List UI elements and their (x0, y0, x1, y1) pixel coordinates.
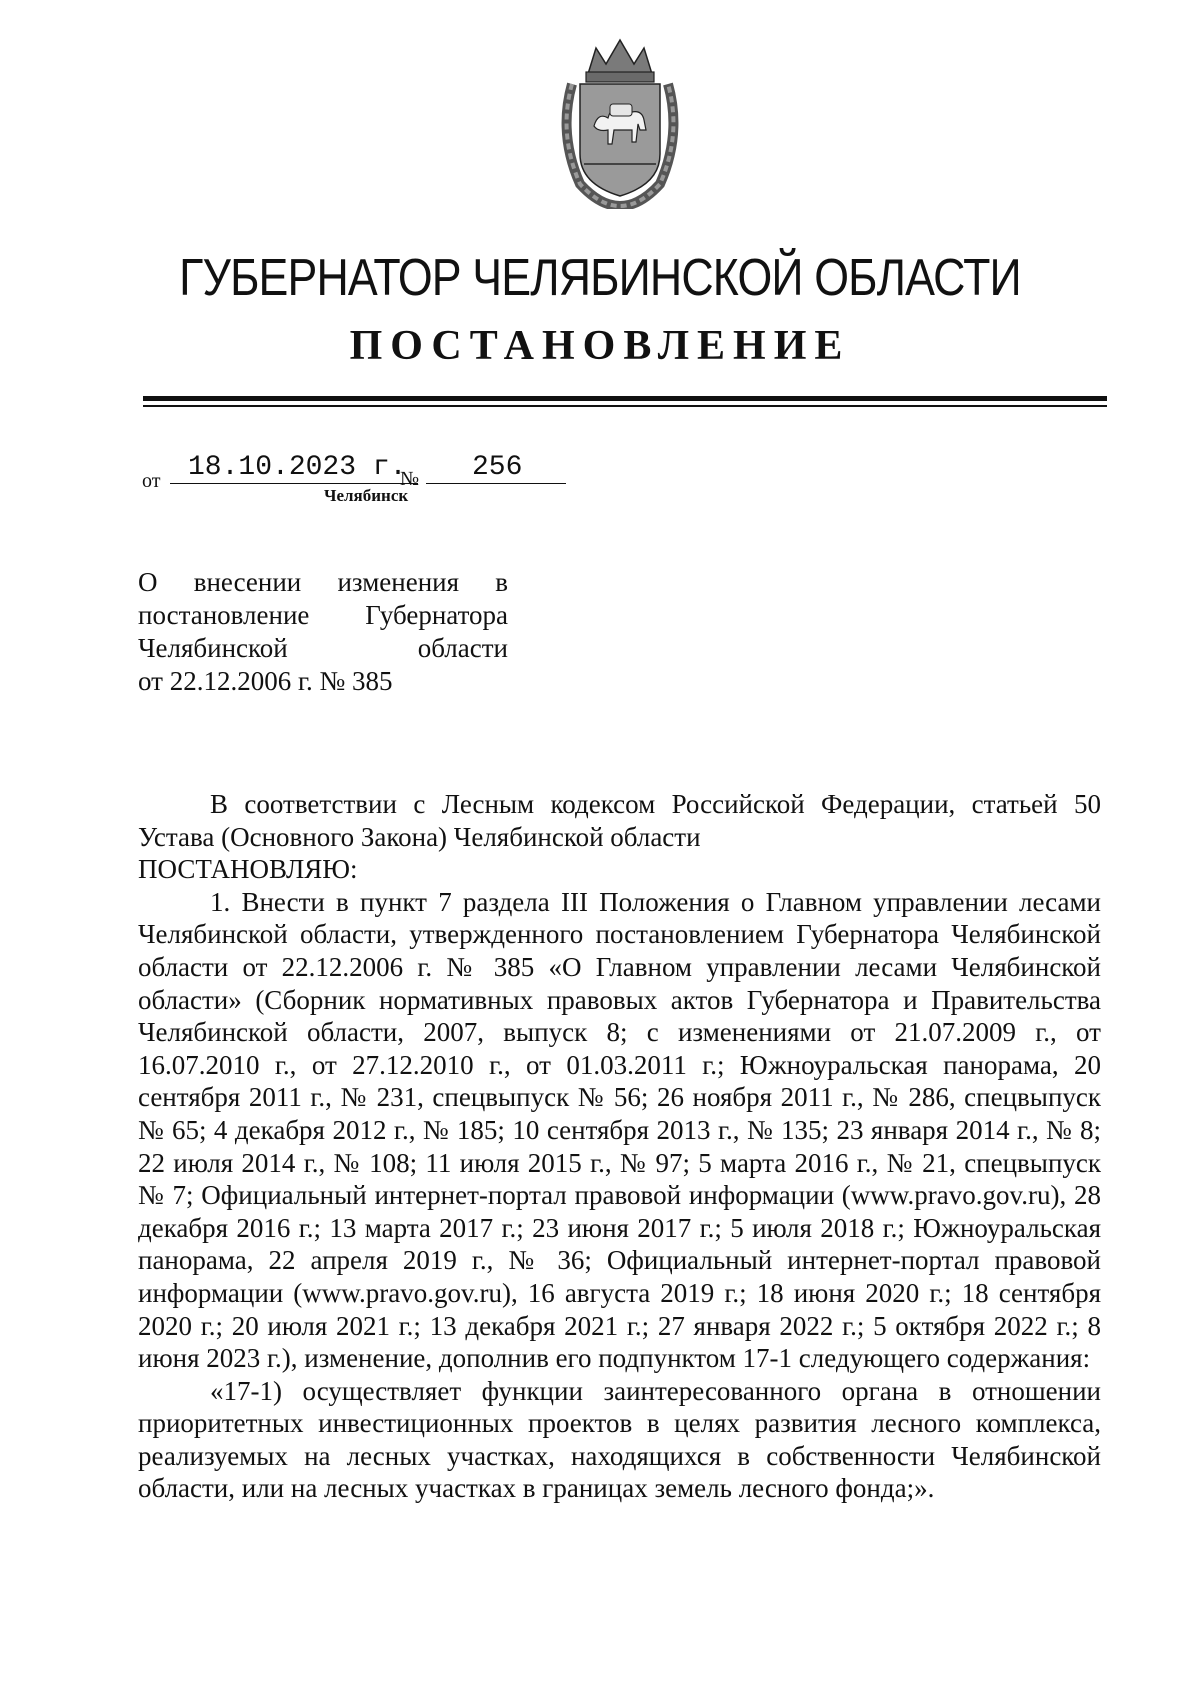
coat-of-arms-icon (550, 34, 690, 209)
issuer-title: ГУБЕРНАТОР ЧЕЛЯБИНСКОЙ ОБЛАСТИ (179, 249, 1021, 307)
subject-line: постановление Губернатора (138, 600, 508, 630)
item-1-paragraph: 1. Внести в пункт 7 раздела III Положения о Главном управлении лесами Челябинской области, утвержденного постановлением Губернатора Челябинской области от 22.12.2006 г. № 385 «О Главном управлении лесами Челябинской области» (Сборник нормативных правовых актов Губернатора и Правительства Челябинской области, 2007, выпуск 8; с изменениями от 21.07.2009 г., от 16.07.2010 г., от 27.12.2010 г., от 01.03.2011 г.; Южноуральская панорама, 20 сентября 2011 г., № 231, спецвыпуск № 56; 26 ноября 2011 г., № 286, спецвыпуск № 65; 4 декабря 2012 г., № 185; 10 сентября 2013 г., № 135; 23 января 2014 г., № 8; 22 июля 2014 г., № 108; 11 июля 2015 г., № 97; 5 марта 2016 г., № 21, спецвыпуск № 7; Официальный интернет-портал правовой информации (www.pravo.gov.ru), 28 декабря 2016 г.; 13 марта 2017 г.; 23 июня 2017 г.; 5 июля 2018 г.; Южноуральская панорама, 22 апреля 2019 г., № 36; Официальный интернет-портал правовой информации (www.pravo.gov.ru), 16 августа 2019 г.; 18 июня 2020 г.; 18 сентября 2020 г.; 20 июля 2021 г.; 13 декабря 2021 г.; 27 января 2022 г.; 5 октября 2022 г.; 8 июня 2023 г.), изменение, дополнив его подпунктом 17-1 следующего содержания: (138, 886, 1101, 1374)
document-type: ПОСТАНОВЛЕНИЕ (349, 323, 851, 369)
subject-line: от 22.12.2006 г. № 385 (138, 666, 393, 696)
document-subject (138, 566, 508, 698)
subject-line: Челябинской области (138, 633, 508, 663)
header-divider-thick (143, 396, 1107, 401)
quoted-subitem-paragraph: «17-1) осуществляет функции заинтересованного органа в отношении приоритетных инвестиционных проектов в целях развития лесного комплекса, реализуемых на лесных участках, находящихся в собственности Челябинской области, или на лесных участках в границах земель лесного фонда;». (138, 1375, 1101, 1504)
subject-line: О внесении изменения в (138, 567, 508, 597)
preamble-paragraph: В соответствии с Лесным кодексом Российской Федерации, статьей 50 Устава (Основного Закона) Челябинской области (138, 789, 1101, 852)
issue-city: Челябинск (324, 486, 409, 505)
document-body (138, 788, 1101, 1505)
number-sign: № (400, 468, 420, 490)
date-prefix: от (142, 470, 161, 492)
document-number: 256 (426, 452, 566, 484)
header-divider-thin (143, 405, 1107, 407)
resolve-heading: ПОСТАНОВЛЯЮ: (138, 854, 358, 885)
document-date: 18.10.2023 г. (170, 452, 418, 484)
